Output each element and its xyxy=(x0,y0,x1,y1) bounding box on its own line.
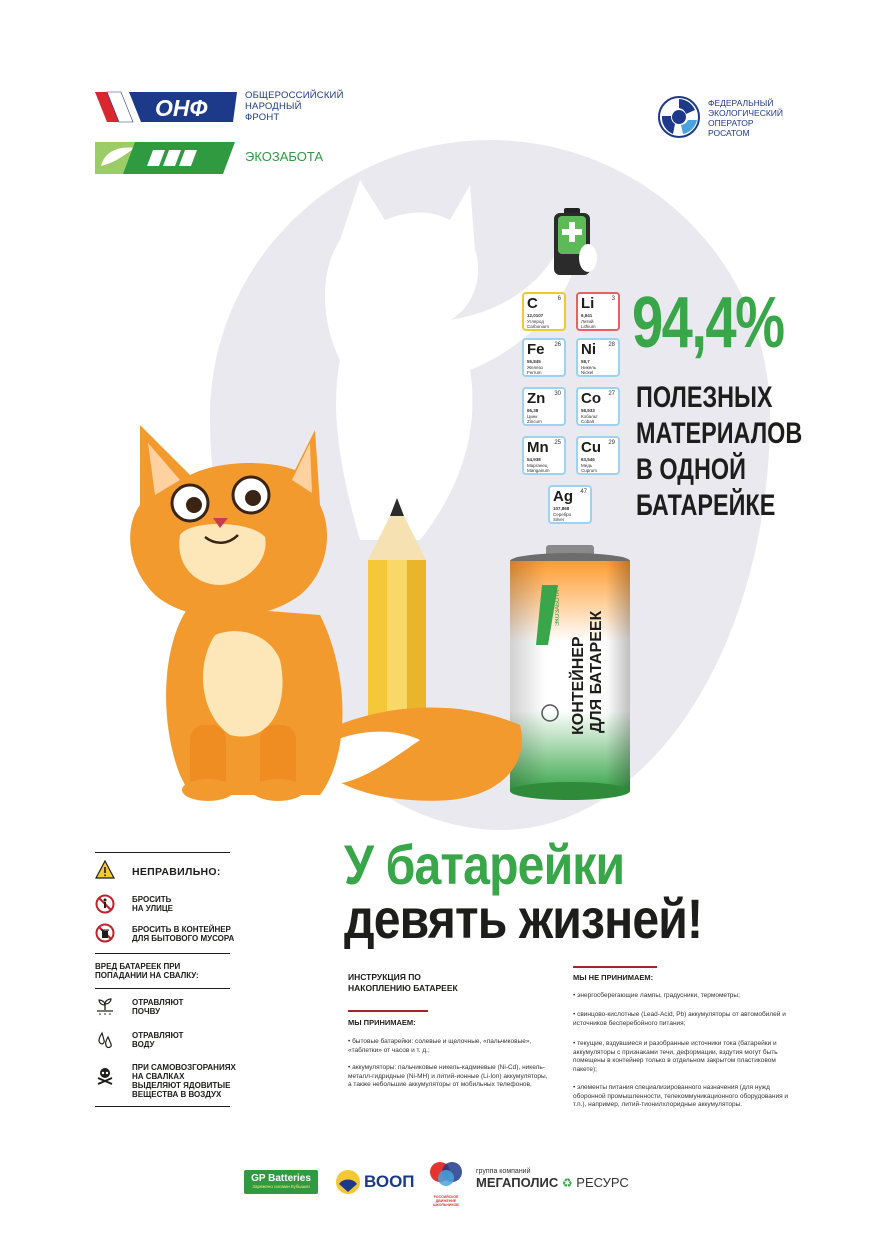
headline-line1: У батарейки xyxy=(344,833,625,896)
element-number: 26 xyxy=(554,342,561,348)
gp-name: GP Batteries xyxy=(251,1173,311,1184)
accept-item: • бытовые батарейки: солевые и щелочные, «пальчиковые», «таблетки» от часов и т. д.; xyxy=(348,1038,532,1054)
element-cell xyxy=(576,387,620,426)
element-symbol: Cu xyxy=(581,439,601,456)
element-number: 28 xyxy=(608,342,615,348)
element-number: 47 xyxy=(580,489,587,495)
element-number: 27 xyxy=(608,391,615,397)
reject-accent-bar xyxy=(573,966,657,968)
element-cell xyxy=(522,292,566,331)
megapolis-name1: МЕГАПОЛИС xyxy=(476,1175,559,1190)
sponsor-voop xyxy=(334,1166,416,1198)
voop-name: ВООП xyxy=(364,1172,415,1191)
no-trash-bin-icon xyxy=(95,923,115,943)
element-symbol: Ni xyxy=(581,341,596,358)
container-label xyxy=(570,595,590,735)
reject-item: • свинцово-кислотные (Lead-Acid, Pb) аккумуляторы от автомобилей и источников бесперебойного питания; xyxy=(573,1011,786,1027)
element-cell xyxy=(576,338,620,377)
sponsor-gp-batteries xyxy=(244,1170,318,1194)
element-mass: 58,933 xyxy=(581,408,595,413)
container-brand: ЭКОЗАБОТА xyxy=(555,590,561,627)
element-symbol: Fe xyxy=(527,341,545,358)
element-number: 25 xyxy=(554,440,561,446)
rosatom-line2: ЭКОЛОГИЧЕСКИЙ xyxy=(708,108,784,118)
rdsh-name: РОССИЙСКОЕ ДВИЖЕНИЕ ШКОЛЬНИКОВ xyxy=(433,1195,459,1207)
onf-logo xyxy=(95,90,345,130)
element-cell xyxy=(576,292,620,331)
element-name: Литий Lithium xyxy=(581,319,596,329)
element-number: 30 xyxy=(554,391,561,397)
sidebar-top-divider xyxy=(95,852,230,853)
element-name: Железо Ferrum xyxy=(527,365,543,375)
atom-icon xyxy=(658,96,700,138)
element-cell xyxy=(522,387,566,426)
no-litter-icon xyxy=(95,894,115,914)
element-name: Никель Nickel xyxy=(581,365,597,375)
recycle-arrows-icon: ♻ xyxy=(561,1176,573,1190)
element-name: Углерод Carbonium xyxy=(527,319,550,329)
onf-name xyxy=(245,90,344,123)
element-cell xyxy=(576,436,620,475)
element-name: Серебро Silver xyxy=(553,512,572,522)
warning-icon xyxy=(95,860,115,880)
element-number: 6 xyxy=(557,296,561,302)
element-name: Кобальт Cobalt xyxy=(581,414,598,424)
harm-item-air: ПРИ САМОВОЗГОРАНИЯХ НА СВАЛКАХ ВЫДЕЛЯЮТ ЯДОВИТЫЕ ВЕЩЕСТВА В ВОЗДУХ xyxy=(132,1063,236,1099)
stat-line2: МАТЕРИАЛОВ xyxy=(636,417,803,450)
onf-line2: НАРОДНЫЙ xyxy=(245,101,302,112)
element-mass: 107,868 xyxy=(553,506,570,511)
onf-line1: ОБЩЕРОССИЙСКИЙ xyxy=(245,90,344,101)
instructions-title: ИНСТРУКЦИЯ ПО НАКОПЛЕНИЮ БАТАРЕЕК xyxy=(348,972,458,993)
accept-title: МЫ ПРИНИМАЕМ: xyxy=(348,1018,416,1027)
element-mass: 58,7 xyxy=(581,359,590,364)
reject-item: • элементы питания специализированного назначения (для нужд оборонной промышленности, телекоммуникационного оборудования и т.п.), например, литий-тионилхлоридные аккумуляторы. xyxy=(573,1084,789,1108)
stat-line1: ПОЛЕЗНЫХ xyxy=(636,381,773,414)
element-mass: 12,0107 xyxy=(527,313,544,318)
rosatom-line1: ФЕДЕРАЛЬНЫЙ xyxy=(708,98,774,108)
container-label-line2: ДЛЯ БАТАРЕЕК xyxy=(588,610,605,733)
container-label-line1: КОНТЕЙНЕР xyxy=(570,636,587,735)
soil-sprout-icon xyxy=(95,996,115,1016)
reject-item: • энергосберегающие лампы, градусники, термометры; xyxy=(573,992,740,999)
small-battery-icon xyxy=(552,208,598,280)
reject-item: • текущие, вздувшиеся и разобранные источники тока (батарейки и аккумуляторы с признаками течи, деформации, вздутия могут быть помещены в контейнер только в отдельном закрытом пластиковом пакете); xyxy=(573,1040,778,1073)
accept-item: • аккумуляторы: пальчиковые никель-кадмиевые (Ni-Cd), никель-металл-гидридные (Ni-MH) и литий-ионные (Li-Ion) аккумуляторы, а также небольшие аккумуляторы от мобильных телефонов. xyxy=(348,1064,548,1088)
rosatom-line4: РОСАТОМ xyxy=(708,128,750,138)
sponsor-rdsh xyxy=(428,1160,464,1207)
accept-accent-bar xyxy=(348,1010,428,1012)
wrong-item-bin: БРОСИТЬ В КОНТЕЙНЕР ДЛЯ БЫТОВОГО МУСОРА xyxy=(132,925,235,943)
element-mass: 6,941 xyxy=(581,313,593,318)
gp-tag: Заряжено силами Кубышки xyxy=(252,1184,310,1189)
container-label-2 xyxy=(588,593,608,733)
rosatom-line3: ОПЕРАТОР xyxy=(708,118,754,128)
stat-line4: БАТАРЕЙКЕ xyxy=(636,489,776,522)
reject-title: МЫ НЕ ПРИНИМАЕМ: xyxy=(573,973,654,982)
harm-title: ВРЕД БАТАРЕЕК ПРИ ПОПАДАНИИ НА СВАЛКУ: xyxy=(95,962,199,980)
element-mass: 63,546 xyxy=(581,457,595,462)
element-mass: 55,845 xyxy=(527,359,541,364)
wrong-title: НЕПРАВИЛЬНО: xyxy=(132,866,221,878)
wrong-item-street: БРОСИТЬ НА УЛИЦЕ xyxy=(132,895,173,913)
element-symbol: Ag xyxy=(553,488,573,505)
onf-mark-text: ОНФ xyxy=(155,95,208,121)
rosatom-name xyxy=(708,98,783,138)
sidebar-mid-divider xyxy=(95,953,230,954)
element-mass: 65,38 xyxy=(527,408,539,413)
stat-percent: 94,4% xyxy=(632,283,784,363)
element-symbol: C xyxy=(527,295,538,312)
stat-line3: В ОДНОЙ xyxy=(636,453,746,486)
element-name: Цинк Zincum xyxy=(527,414,542,424)
element-symbol: Li xyxy=(581,295,595,312)
leaf-mark-icon xyxy=(95,142,235,174)
element-number: 29 xyxy=(608,440,615,446)
element-symbol: Co xyxy=(581,390,601,407)
rosatom-logo xyxy=(658,96,828,140)
water-drop-icon xyxy=(95,1030,115,1050)
element-name: Марганец Manganum xyxy=(527,463,550,473)
element-cell xyxy=(522,338,566,377)
sponsor-megapolis xyxy=(476,1168,646,1196)
onf-line3: ФРОНТ xyxy=(245,112,280,123)
rdsh-emblem-icon xyxy=(428,1160,464,1190)
element-symbol: Zn xyxy=(527,390,546,407)
orange-cat-illustration xyxy=(120,425,530,810)
harm-item-water: ОТРАВЛЯЮТ ВОДУ xyxy=(132,1031,184,1049)
sidebar-bottom-divider xyxy=(95,1106,230,1107)
skull-crossbones-icon xyxy=(95,1065,115,1085)
megapolis-pre: группа компаний xyxy=(476,1168,531,1175)
element-symbol: Mn xyxy=(527,439,549,456)
element-name: Медь Cuprum xyxy=(581,463,598,473)
megapolis-name2: РЕСУРС xyxy=(576,1175,629,1190)
element-number: 3 xyxy=(611,296,615,302)
element-mass: 54,938 xyxy=(527,457,541,462)
harm-item-soil: ОТРАВЛЯЮТ ПОЧВУ xyxy=(132,998,184,1016)
element-cell xyxy=(548,485,592,524)
headline-line2: девять жизней! xyxy=(344,887,703,950)
ecozabota-label: ЭКОЗАБОТА xyxy=(245,149,324,164)
voop-emblem-icon xyxy=(334,1168,362,1196)
sidebar-harm-divider xyxy=(95,988,230,989)
stat-caption xyxy=(636,380,802,524)
